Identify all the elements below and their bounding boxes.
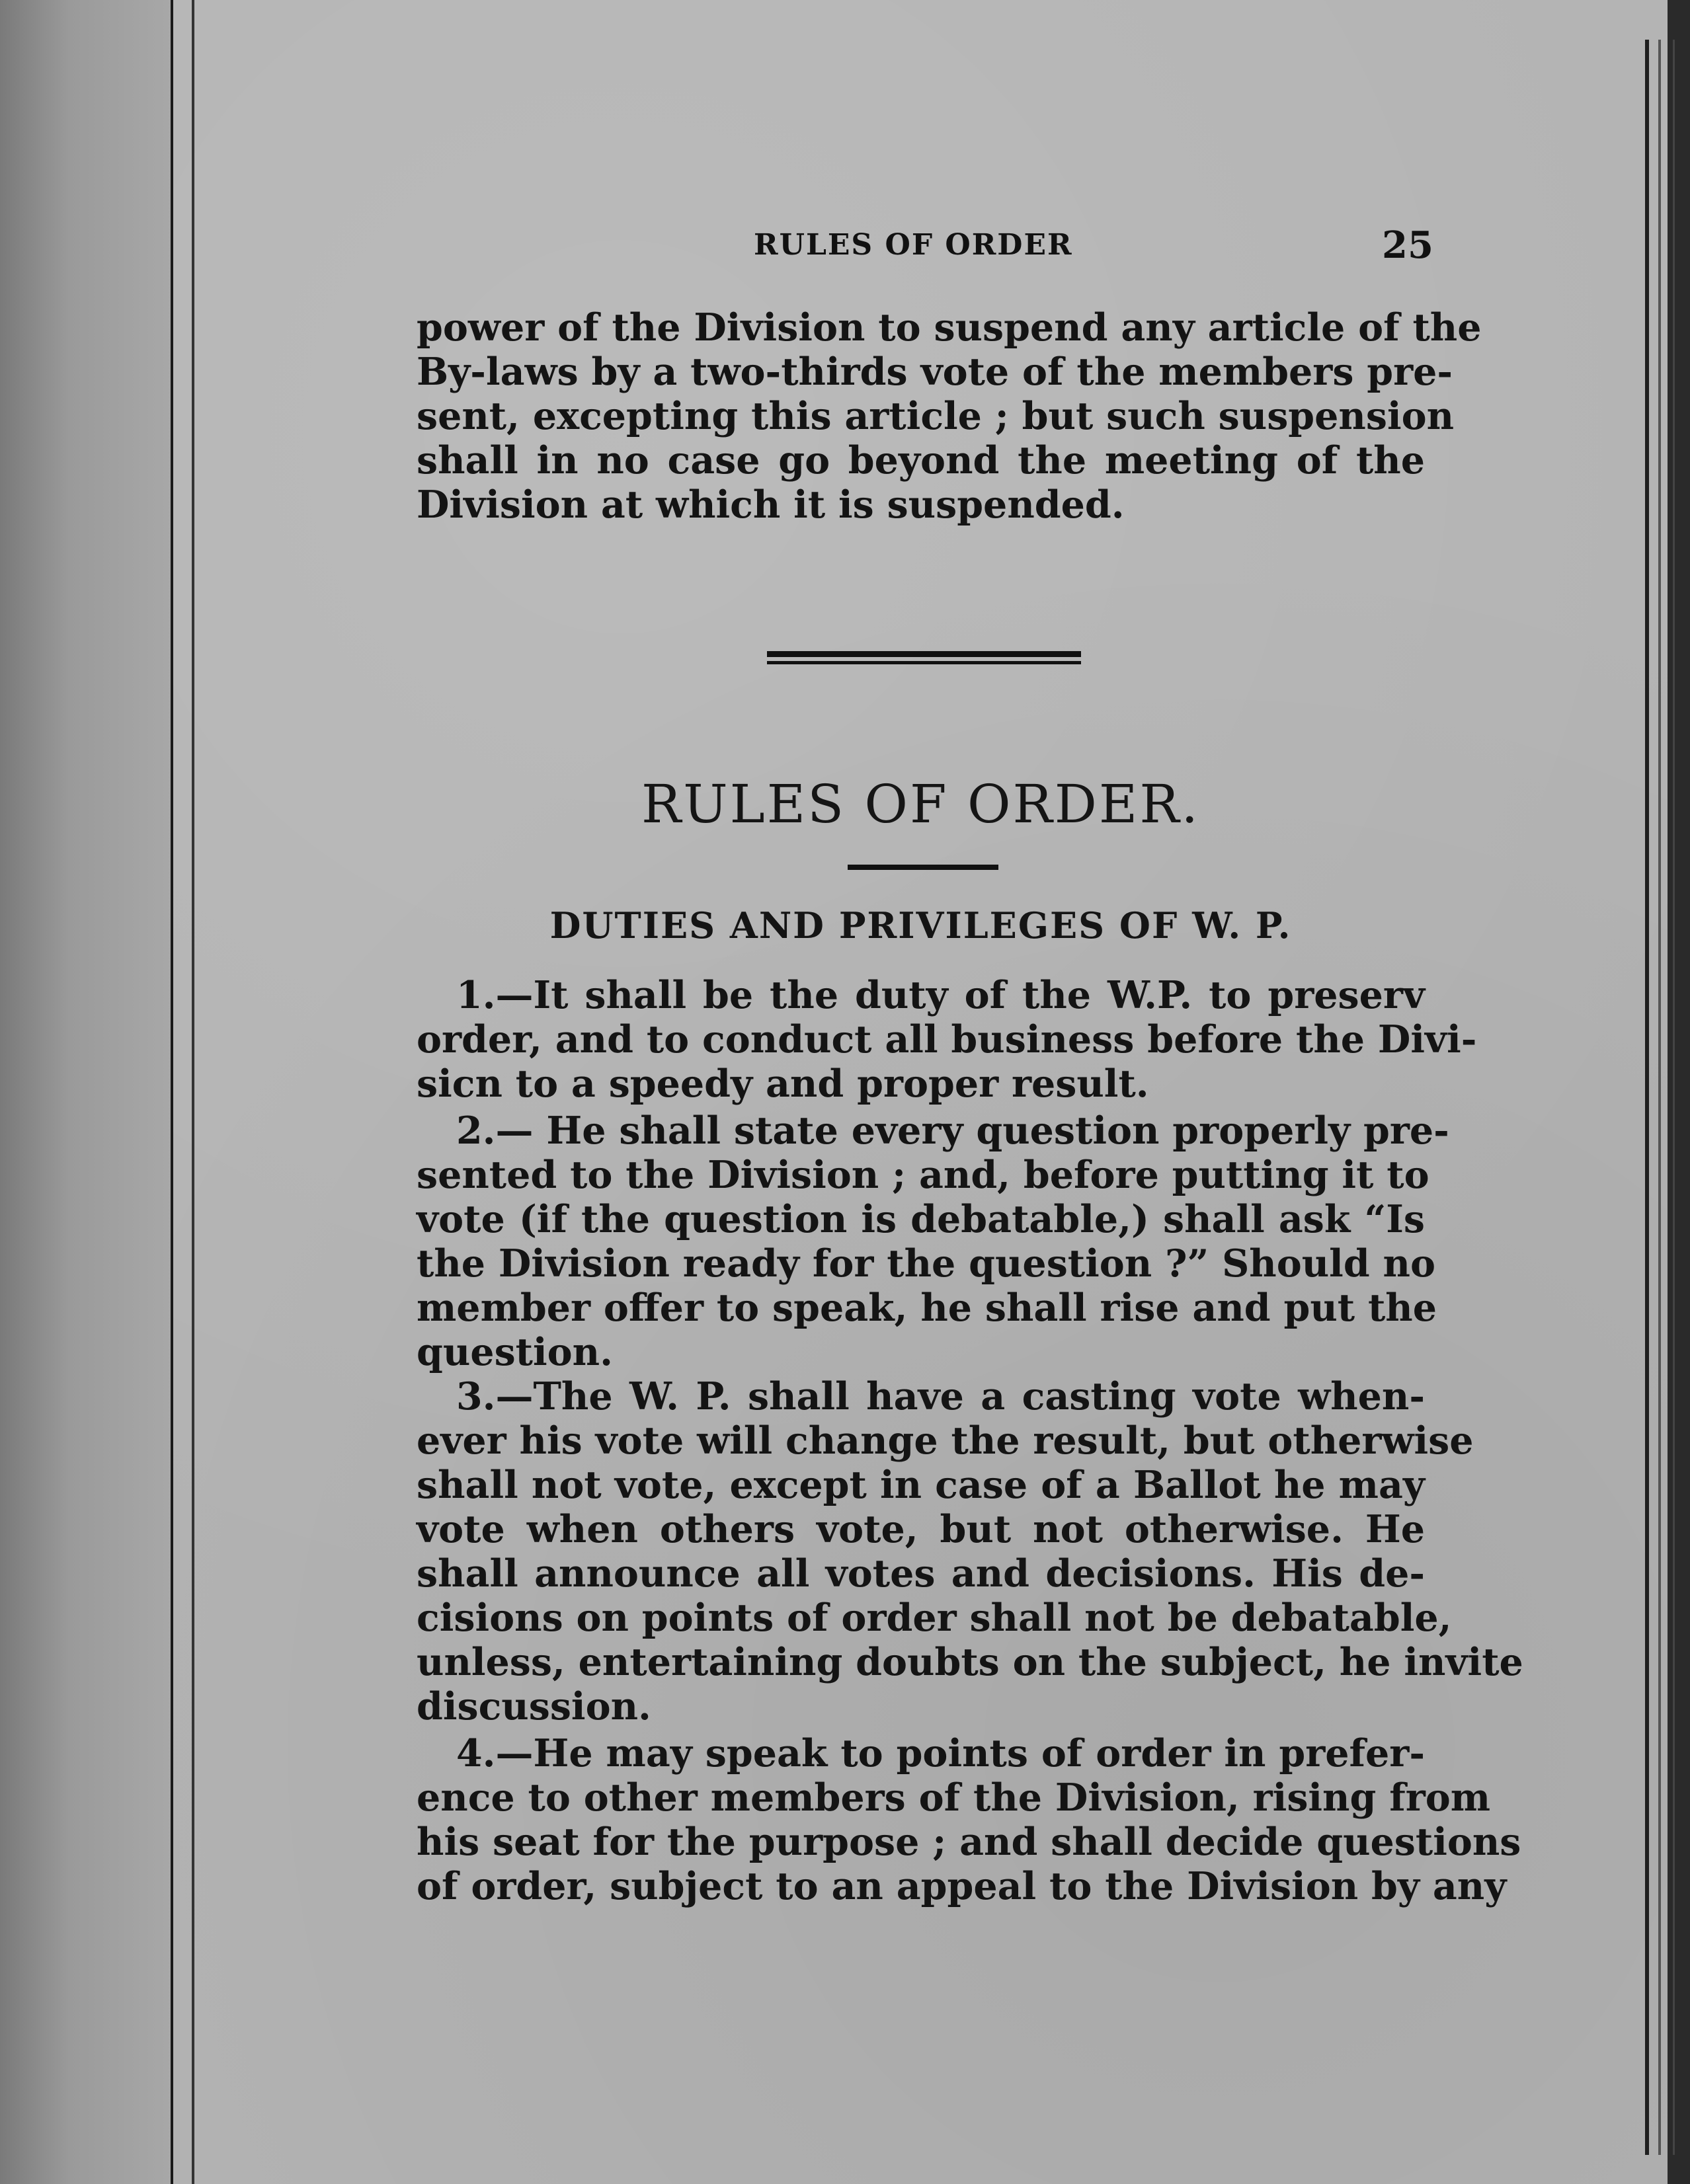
facing-page-edge	[0, 0, 173, 2184]
text-line: shall not vote, except in case of a Ballot he may	[417, 1463, 1425, 1507]
text-line: vote (if the question is debatable,) shall ask “Is	[417, 1197, 1425, 1241]
text-line: member offer to speak, he shall rise and put the	[417, 1286, 1437, 1330]
intro-paragraph	[417, 305, 1482, 527]
page-edge-shadow	[1658, 40, 1661, 2155]
text-line: 2.— He shall state every question properly pre-	[456, 1109, 1449, 1153]
text-line: Division at which it is suspended.	[417, 483, 1125, 527]
rule-paragraph-3	[417, 1374, 1523, 1729]
text-line: shall in no case go beyond the meeting of the	[417, 438, 1425, 483]
text-line: By-laws by a two-thirds vote of the members pre-	[417, 350, 1453, 394]
text-line: sented to the Division ; and, before putting it to	[417, 1153, 1429, 1197]
text-line: ence to other members of the Division, rising from	[417, 1775, 1491, 1820]
text-line: power of the Division to suspend any article of the	[417, 305, 1482, 350]
running-head: RULES OF ORDER	[754, 228, 1073, 262]
text-line: unless, entertaining doubts on the subject, he invite	[417, 1640, 1523, 1684]
text-line: of order, subject to an appeal to the Division by any	[417, 1864, 1507, 1908]
text-line: ever his vote will change the result, but otherwise	[417, 1419, 1474, 1463]
section-title: RULES OF ORDER.	[641, 773, 1200, 835]
page-number: 25	[1382, 223, 1433, 267]
text-line: his seat for the purpose ; and shall decide questions	[417, 1820, 1521, 1864]
text-line: shall announce all votes and decisions. His de-	[417, 1551, 1425, 1596]
gutter-line	[192, 0, 194, 2184]
text-line: sent, excepting this article ; but such suspension	[417, 394, 1455, 438]
rule-paragraph-4	[417, 1731, 1521, 1908]
text-line: order, and to conduct all business before the Divi-	[417, 1017, 1477, 1062]
text-line: 3.—The W. P. shall have a casting vote when-	[456, 1374, 1425, 1419]
text-line: vote when others vote, but not otherwise. He	[417, 1507, 1425, 1551]
text-line: discussion.	[417, 1684, 651, 1729]
title-underline-rule	[848, 865, 998, 870]
section-subheading: DUTIES AND PRIVILEGES OF W. P.	[549, 904, 1292, 947]
rule-paragraph-2	[417, 1109, 1449, 1374]
text-line: 4.—He may speak to points of order in prefer-	[456, 1731, 1425, 1775]
double-rule-divider	[767, 651, 1081, 666]
text-line: the Division ready for the question ?” Should no	[417, 1241, 1435, 1286]
text-line: sicn to a speedy and proper result.	[417, 1062, 1149, 1106]
page-edge-shadow	[1673, 40, 1675, 2155]
text-line: question.	[417, 1330, 613, 1374]
text-line: 1.—It shall be the duty of the W.P. to preserv	[456, 973, 1425, 1017]
page-edge-shadow	[1645, 40, 1649, 2155]
text-line: cisions on points of order shall not be debatable,	[417, 1596, 1452, 1640]
rule-paragraph-1	[417, 973, 1477, 1106]
